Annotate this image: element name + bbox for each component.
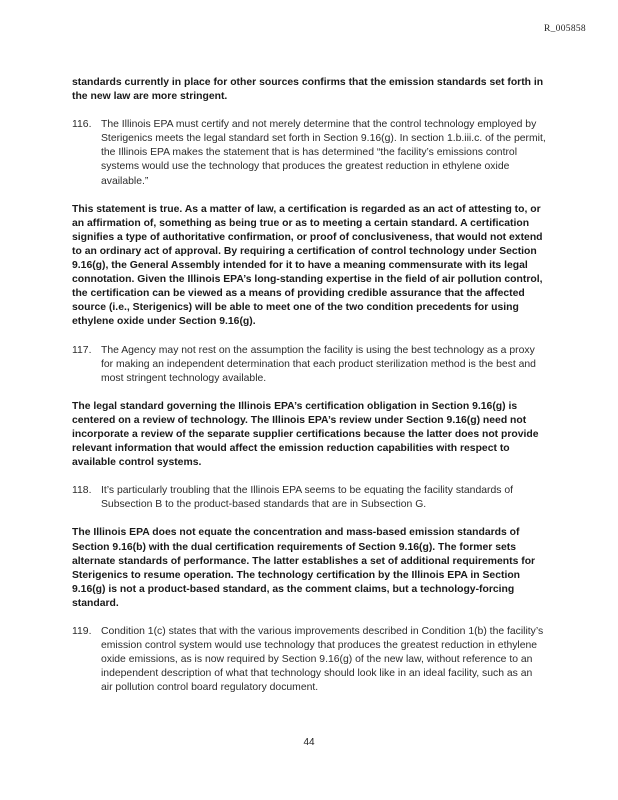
response-paragraph: The Illinois EPA does not equate the concentration and mass-based emission standards of Section 9.16(b) with the dual certification requirements of Section 9.16(g). The former sets alternate standards of performance. The latter establishes a set of additional requirements for Sterigenics to resume operation. The technology certification by the Illinois EPA in Section 9.16(g) is not a product-based standard, as the comment claims, but a technology-forcing standard.: [72, 527, 536, 609]
comment-text: The Agency may not rest on the assumption the facility is using the best technology as a proxy for making an independent determination that each product sterilization method is the best and most stringent technology available.: [101, 344, 536, 384]
comment-number: 118.: [72, 485, 92, 497]
response-paragraph: The legal standard governing the Illinois EPA’s certification obligation in Section 9.16(g) is centered on a review of technology. The Illinois EPA’s review under Section 9.16(g) need not incorporate a review of the separate supplier certifications because the latter does not provide relevant information that would affect the emission reduction capabilities with respect to available control systems.: [72, 400, 539, 469]
comment-text: It’s particularly troubling that the Illinois EPA seems to be equating the facility standards of Subsection B to the product-based standards that are in Subsection G.: [101, 485, 514, 511]
bates-number: R_005858: [544, 24, 586, 34]
page-number: 44: [303, 737, 315, 748]
comment-number: 117.: [72, 344, 92, 356]
comment-number: 119.: [72, 626, 92, 637]
comment-paragraph: [72, 484, 546, 512]
response-paragraph: standards currently in place for other sources confirms that the emission standards set forth in the new law are more stringent.: [72, 77, 544, 103]
comment-paragraph: [72, 118, 546, 188]
comment-number: 116.: [72, 119, 92, 131]
comment-paragraph: [72, 344, 546, 386]
document-body: [72, 76, 546, 709]
response-paragraph: This statement is true. As a matter of law, a certification is regarded as an act of attesting to, or an affirmation of, something as being true or as to meeting a certain standard. A certification signifies a type of authoritative confirmation, or proof of conclusiveness, that would not extend to an ordinary act of approval. By requiring a certification of control technology under Section 9.16(g), the General Assembly intended for it to have a meaning commensurate with its legal connotation. Given the Illinois EPA’s long-standing expertise in the field of air pollution control, the certification can be viewed as a means of providing credible assurance that the affected source (i.e., Sterigenics) will be able to meet one of the two condition precedents for using ethylene oxide under Section 9.16(g).: [72, 203, 543, 328]
comment-text: The Illinois EPA must certify and not merely determine that the control technology employed by Sterigenics meets the legal standard set forth in Section 9.16(g). In section 1.b.iii.c. of the permit, the Illinois EPA makes the statement that is has determined “the facility’s emissions control systems would use the technology that produces the greatest reduction in ethylene oxide available.”: [101, 119, 546, 187]
comment-paragraph: [72, 625, 546, 695]
comment-text: Condition 1(c) states that with the various improvements described in Condition 1(b) the facility’s emission control system would use technology that produces the greatest reduction in ethylene oxide emissions, as is now required by Section 9.16(g) of the new law, without reference to an independent description of what that technology should look like in an ideal facility, such as an air pollution control board regulatory document.: [101, 626, 544, 694]
